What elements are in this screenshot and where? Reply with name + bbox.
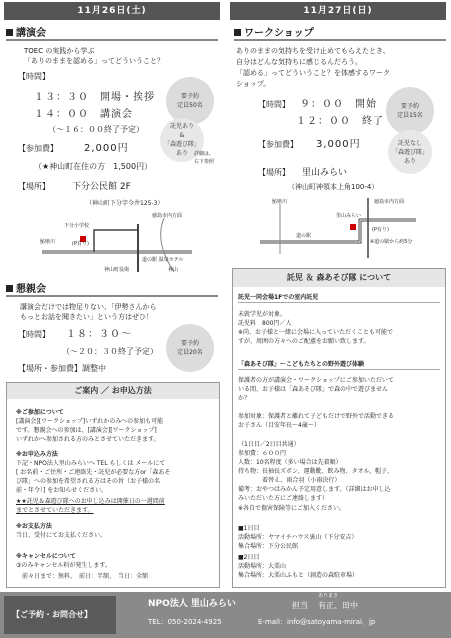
party-lead-1: 講演会だけでは物足りない、「伊勢さんから <box>20 303 157 311</box>
care-p4f: 備考：おやつはみかん予定用意します。（詳細はお申し込 <box>238 486 391 493</box>
care-p5c: 集合場所：下分公民館 <box>238 543 299 550</box>
care-p2c: か？ <box>238 395 251 402</box>
care-p5b: 活動場所：ヤマイチハウス裏山（下分安吉） <box>238 534 358 541</box>
care-p5f: 集合場所：大栗山ふもと（創造の森駐車場） <box>238 572 359 579</box>
workshop-title: ワークショップ <box>234 27 446 41</box>
lecture-reservation-badge: 要予約 定員50名 <box>166 77 214 125</box>
map-lecture <box>34 212 200 278</box>
workshop-lead-2: 自分はどんな気持ちに感じるんだろう。 <box>236 58 362 66</box>
care-header: 託児 ＆ 森あそび隊 について <box>233 269 445 287</box>
workshop-place: 里山みらい <box>302 168 348 178</box>
footer-tel: TEL：050-2024-4925 <box>148 618 222 626</box>
lecture-badge-note-2: 右下参照 <box>194 159 215 165</box>
square-bullet-icon <box>234 29 241 36</box>
info-p2d: 前・年令）] をお知らせください。 <box>16 487 108 494</box>
care-p5a: ■1日目 <box>238 525 260 532</box>
info-h2: ※お申込み方法 <box>16 451 58 458</box>
info-p4a: ③のみキャンセル料が発生します。 <box>16 562 111 569</box>
lecture-place: 下分公民館 2F <box>72 182 131 192</box>
info-p3: 当日、受付にてお支払ください。 <box>16 532 107 539</box>
footer-contact-label: 担当 <box>292 601 308 610</box>
care-p4a: （1日目／2日目共通） <box>238 441 300 448</box>
workshop-lead-3: 「認める」ってどういうこと？を体感するワーク <box>236 69 390 77</box>
workshop-lead-1: ありのままの気持ちを受け止めてもらえたとき、 <box>236 47 390 55</box>
workshop-childcare-badge: 託児なし 「森遊び隊」 あり <box>388 130 432 174</box>
workshop-fee-label: 【参加費】 <box>258 140 298 149</box>
square-bullet-icon <box>6 29 13 36</box>
lecture-badge-note-1: 詳細は、 <box>194 151 215 157</box>
info-p1b: です。懇親会への参加は、[講演会][ワークショップ] <box>16 427 157 434</box>
square-bullet-icon <box>6 285 13 292</box>
workshop-reservation-badge: 要予約 定員15名 <box>386 87 434 135</box>
lecture-fee-local: （★神山町在住の方 1,500円） <box>34 162 153 171</box>
lecture-address: （神山町下分字今井125-3） <box>86 200 164 207</box>
care-p1a: 未就学児が対象。 <box>238 311 287 318</box>
map2-station: 道の駅 <box>296 233 312 239</box>
info-p4b: 前々日まで：無料、 前日：半額、 当日：全額 <box>22 573 149 580</box>
lecture-childcare-badge: 託児あり & 「森遊び隊」 あり <box>160 118 204 162</box>
footer-contact-ruby: ありまさ <box>318 593 339 599</box>
workshop-place-label: 【場所】 <box>258 168 290 177</box>
info-h4: ※キャンセルについて <box>16 553 76 560</box>
care-p4h: ※各自で傷害保険等にご加入ください。 <box>238 505 346 512</box>
lecture-fee-label: 【参加費】 <box>18 144 58 153</box>
care-p1b: 託児料 800円／人 <box>238 320 292 327</box>
map2-satoyama: 里山みらい <box>336 213 362 219</box>
footer-contact: 有正、田中 <box>318 601 358 610</box>
map1-shrine: 徳島市内方面 <box>152 213 183 219</box>
map-workshop <box>256 194 422 262</box>
footer-org: NPO法人 里山みらい <box>148 599 236 609</box>
care-p4c: 人数：10名程度（多い場合は先着順） <box>238 459 342 466</box>
care-p1d: すが、周囲の方々へのご配慮をお願い致します。 <box>238 338 370 345</box>
map2-parking: (P有り) <box>372 227 389 233</box>
lecture-lead-2: 「ありのままを認める」ってどういうこと？ <box>24 57 164 65</box>
party-lead-2: もっとお話を聞きたい」という方はぜひ！ <box>20 313 153 321</box>
care-p5e: 活動場所：大栗山 <box>238 563 287 570</box>
care-p2b: いる間、お子様は「森あそび隊」で森の中で遊びません <box>238 386 389 393</box>
info-h1: ※ご参加について <box>16 409 64 416</box>
workshop-time-2: １２：００ 終了 <box>296 116 384 127</box>
lecture-time-3: （〜１６：００終了予定） <box>48 125 144 134</box>
map1-kamiyama: 神山 <box>168 267 179 273</box>
info-p2b: [ お名前・ご住所・ご連絡先・託児が必要な方or「森あそ <box>16 469 171 476</box>
party-title: 懇親会 <box>6 283 218 297</box>
workshop-address: （神山町神領本上角100-4） <box>288 183 379 191</box>
care-h2: 「森あそび隊」〜こどもたちとの野外遊び体験 <box>238 360 440 370</box>
care-p1c: ※尚、お子様と一緒に会場に入っていただくことも可能で <box>238 329 394 336</box>
care-p4b: 参加費：６００円 <box>238 450 287 457</box>
info-p1a: [講演会][ワークショップ]いずれかのみへの参加も可能 <box>16 418 164 425</box>
map1-parking: (P有り) <box>72 241 89 247</box>
map2-note: ※道の駅から約5分 <box>370 239 413 245</box>
care-p3b: お子さん（目安年長〜4歳〜） <box>238 422 320 429</box>
lecture-title: 講演会 <box>6 27 218 41</box>
party-reservation-badge: 要予約 定員20名 <box>166 324 214 372</box>
info-p2e: ★★託児＆森遊び隊へのお申し込みは開催日の一週間前 <box>16 498 165 505</box>
lecture-time-2: １４：００ 講演会 <box>34 109 133 120</box>
lecture-lead-1: TOEC の実践から学ぶ <box>24 47 95 55</box>
workshop-time-label: 【時間】 <box>258 100 290 109</box>
day1-header: 11月26日(土) <box>4 2 220 20</box>
party-time: １８：３０〜 <box>66 329 132 340</box>
map2-shrine: 徳島市内方面 <box>374 199 405 205</box>
info-p2f: までとさせていただきます。 <box>16 507 94 514</box>
lecture-fee: 2,000円 <box>84 143 129 154</box>
footer-label: 【ご予約・お問合せ】 <box>12 610 92 619</box>
care-p5d: ■2日目 <box>238 554 260 561</box>
info-p2a: 下記・NPO法人里山みらいへ TEL もしくは メールにて <box>16 460 166 467</box>
footer-email: E-mail：info@satoyama-mirai．jp <box>258 618 376 626</box>
map1-office: 神山町役場 <box>104 267 130 273</box>
info-p2c: び隊」への参加を希望される方はその旨（お子様の名 <box>16 478 161 485</box>
info-p1c: いずれかへ参加される方のみとさせていただきます。 <box>16 436 160 443</box>
day2-header: 11月27日(日) <box>230 2 446 20</box>
party-place-fee: 【場所・参加費】調整中 <box>18 364 106 373</box>
workshop-time-1: ９：００ 開始 <box>300 99 377 110</box>
info-header: ご案内 ／ お申込方法 <box>7 383 219 399</box>
care-p3a: 参加対象：保護者と離れて子どもだけで野外で活動できる <box>238 413 395 420</box>
care-p4d: 持ち物：長袖長ズボン、運動靴、飲み物、タオル、帽子、 <box>238 468 394 475</box>
map1-station: 道の駅 温泉ホテル <box>142 257 184 263</box>
care-p4e: 着替え、雨合羽（小雨決行） <box>262 477 341 484</box>
workshop-lead-4: ショップ。 <box>236 80 271 88</box>
lecture-time-label: 【時間】 <box>18 72 50 81</box>
care-p4g: みいただいた方にご連絡します） <box>238 495 329 502</box>
map1-school: 下分小学校 <box>64 223 90 229</box>
info-h3: ※お支払方法 <box>16 523 52 530</box>
party-time-label: 【時間】 <box>18 330 50 339</box>
lecture-place-label: 【場所】 <box>18 182 50 191</box>
party-time-end: （〜２０：３０終了予定） <box>62 347 158 356</box>
map1-river: 鮎喰川 <box>40 239 56 245</box>
care-p2a: 保護者の方が講演会・ワークショップにご参加いただいて <box>238 377 394 384</box>
map2-river: 鮎喰川 <box>272 199 288 205</box>
workshop-fee: 3,000円 <box>316 139 361 150</box>
lecture-time-1: １３：３０ 開場・挨拶 <box>34 92 155 103</box>
care-h1: 託児一同会場1Fでの室内託児 <box>238 293 440 303</box>
